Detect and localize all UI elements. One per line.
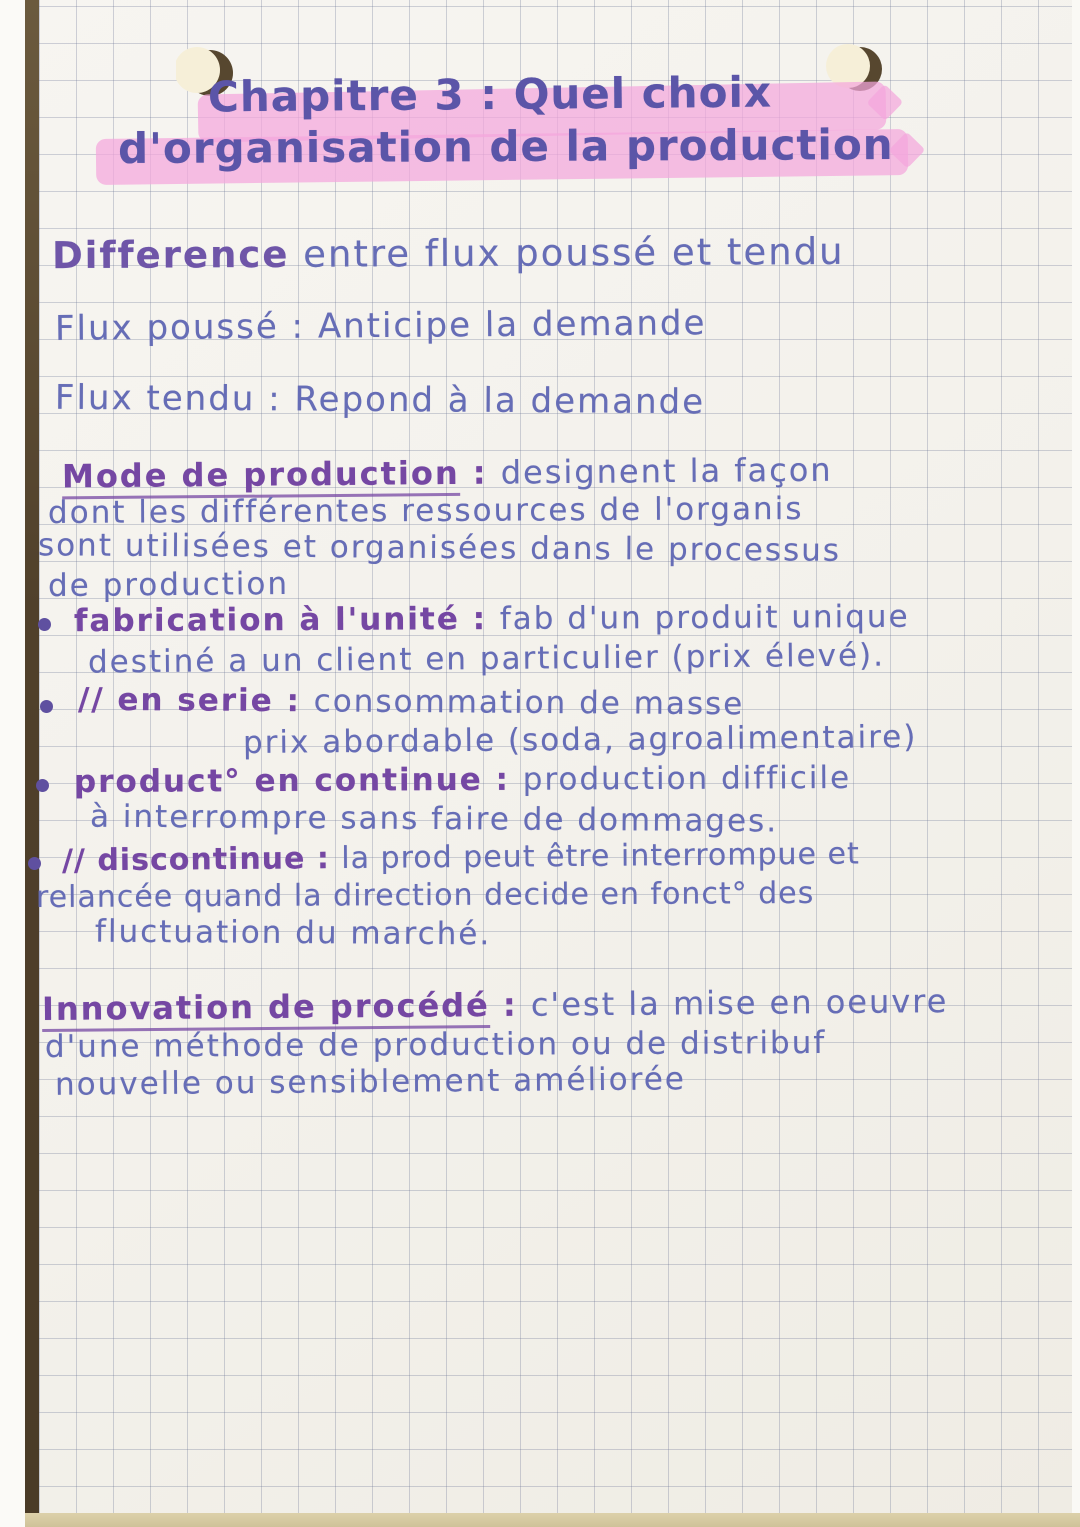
heading-flux-rest: entre flux poussé et tendu bbox=[289, 229, 845, 276]
flux-tendu-sep: : bbox=[255, 379, 295, 420]
flux-pousse-sep: : bbox=[278, 306, 319, 347]
chapter-title-line-2: d'organisation de la production bbox=[117, 119, 894, 174]
flux-pousse-def: Anticipe la demande bbox=[317, 303, 707, 347]
mode-def: designent la façon bbox=[500, 450, 833, 492]
bullet-4-rest: la prod peut être interrompue et bbox=[341, 836, 860, 877]
bullet-3-sep: : bbox=[482, 761, 523, 798]
bullet-2-sep: : bbox=[273, 683, 314, 720]
bullet-dot bbox=[28, 857, 41, 870]
bullet-1-sep: : bbox=[459, 600, 500, 638]
bullet-dot bbox=[40, 700, 53, 713]
innovation-line-2: d'une méthode de production ou de distribuf bbox=[44, 1024, 827, 1066]
mode-line-4: de production bbox=[47, 565, 290, 605]
page-edge-left bbox=[25, 0, 39, 1527]
photo-background-right bbox=[1072, 0, 1080, 1527]
innovation-sep: : bbox=[489, 985, 532, 1025]
flux-pousse-line bbox=[55, 303, 707, 349]
bullet-2-rest: consommation de masse bbox=[313, 683, 745, 723]
bullet-3-rest: production difficile bbox=[522, 759, 852, 798]
bullet-3-term: product° en continue bbox=[73, 761, 483, 801]
flux-pousse-term: Flux poussé bbox=[54, 306, 279, 349]
page-edge-bottom bbox=[25, 1513, 1080, 1527]
innovation-line-3: nouvelle ou sensiblement améliorée bbox=[54, 1061, 687, 1103]
mode-sep: : bbox=[459, 453, 501, 492]
bullet-2-line-2: prix abordable (soda, agroalimentaire) bbox=[242, 719, 918, 761]
bullet-4-sep: : bbox=[305, 841, 342, 877]
heading-flux bbox=[52, 230, 845, 277]
innovation-rest: c'est la mise en oeuvre bbox=[530, 982, 949, 1024]
flux-tendu-term: Flux tendu bbox=[54, 377, 256, 420]
bullet-1-term: fabrication à l'unité bbox=[73, 601, 460, 640]
bullet-3-line-1 bbox=[74, 760, 851, 800]
mode-line-2: dont les différentes ressources de l'organis bbox=[47, 491, 804, 531]
bullet-dot bbox=[36, 779, 49, 792]
bullet-1-rest: fab d'un produit unique bbox=[499, 598, 910, 637]
bullet-1-line-1 bbox=[74, 599, 910, 639]
bullet-4-line-1 bbox=[62, 837, 860, 879]
bullet-1-line-2: destiné a un client en particulier (prix élevé). bbox=[87, 637, 886, 681]
bullet-3-line-2: à interrompre sans faire de dommages. bbox=[89, 798, 779, 840]
bullet-4-line-2: relancée quand la direction decide en fonct° des bbox=[35, 875, 815, 916]
photo-background-left bbox=[0, 0, 25, 1527]
innovation-line-1 bbox=[42, 982, 949, 1028]
bullet-dot bbox=[38, 618, 51, 631]
bullet-4-line-3: fluctuation du marché. bbox=[94, 913, 492, 953]
bullet-4-term: // discontinue bbox=[61, 841, 306, 879]
bullet-2-line-1 bbox=[78, 682, 745, 723]
mode-line-1 bbox=[62, 451, 833, 496]
flux-tendu-line bbox=[55, 378, 705, 423]
innovation-term: Innovation de procédé bbox=[42, 986, 490, 1032]
mode-line-3: sont utilisées et organisées dans le processus bbox=[37, 527, 842, 569]
bullet-2-term: // en serie bbox=[77, 681, 274, 720]
chapter-title-line-1: Chapitre 3 : Quel choix bbox=[207, 67, 773, 122]
heading-flux-emphasis: Difference bbox=[51, 232, 290, 278]
flux-tendu-def: Repond à la demande bbox=[294, 379, 706, 423]
mode-term: Mode de production bbox=[62, 454, 460, 499]
